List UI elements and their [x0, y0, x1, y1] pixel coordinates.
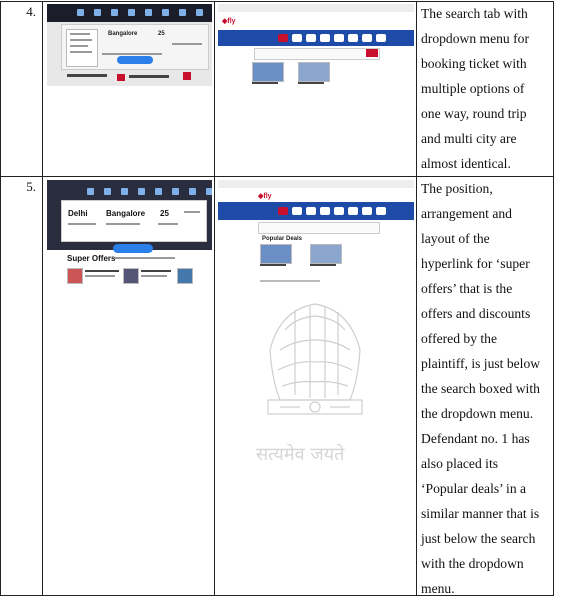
defendant-screenshot — [218, 180, 414, 292]
defendant-tabs — [278, 34, 386, 42]
deal-card[interactable] — [310, 244, 342, 264]
travel-date: 25 — [158, 31, 165, 37]
row-description: The position, arrangement and layout of the hyperlink for ‘super offers’ that is the offers and discounts offered by the plaintiff, is just below the search boxed with the dropdown menu. Defendant no. 1 has also placed its ‘Popular deals’ in a similar manner that is just below the search with the dropdown menu. — [421, 181, 541, 596]
deal-card[interactable] — [298, 62, 330, 82]
table-border-left — [0, 1, 1, 596]
offer-card[interactable] — [177, 268, 193, 284]
deal-card[interactable] — [260, 244, 292, 264]
emblem-motto: सत्यमेव जयते — [256, 444, 345, 465]
search-card — [61, 200, 207, 242]
service-icons — [77, 9, 203, 16]
row-number: 5. — [26, 179, 36, 194]
offers-heading: Super Offers — [67, 254, 116, 263]
defendant-tabs — [278, 207, 386, 215]
search-button[interactable] — [117, 56, 153, 64]
defendant-logo: ◆fly — [222, 18, 236, 25]
deal-card[interactable] — [252, 62, 284, 82]
from-city: Delhi — [68, 209, 88, 218]
offer-card[interactable] — [123, 268, 139, 284]
table-border-right — [553, 1, 554, 596]
row-description: The search tab with dropdown menu for booking ticket with multiple options of one way, round trip and multi city are almost identical. — [421, 6, 529, 171]
travel-date: 25 — [160, 209, 169, 218]
to-city: Bangalore — [106, 209, 146, 218]
plaintiff-screenshot — [47, 4, 212, 86]
service-icons — [87, 188, 212, 195]
from-city: Bangalore — [108, 31, 138, 37]
column-divider-3 — [416, 1, 417, 596]
defendant-logo: ◆fly — [258, 193, 272, 200]
column-divider-1 — [42, 1, 43, 596]
column-divider-2 — [214, 1, 215, 596]
offer-card[interactable] — [67, 268, 83, 284]
row-number: 4. — [26, 4, 36, 19]
deals-heading: Popular Deals — [262, 236, 303, 242]
search-button[interactable] — [113, 244, 153, 253]
defendant-screenshot — [218, 4, 414, 86]
plaintiff-screenshot — [47, 180, 212, 302]
